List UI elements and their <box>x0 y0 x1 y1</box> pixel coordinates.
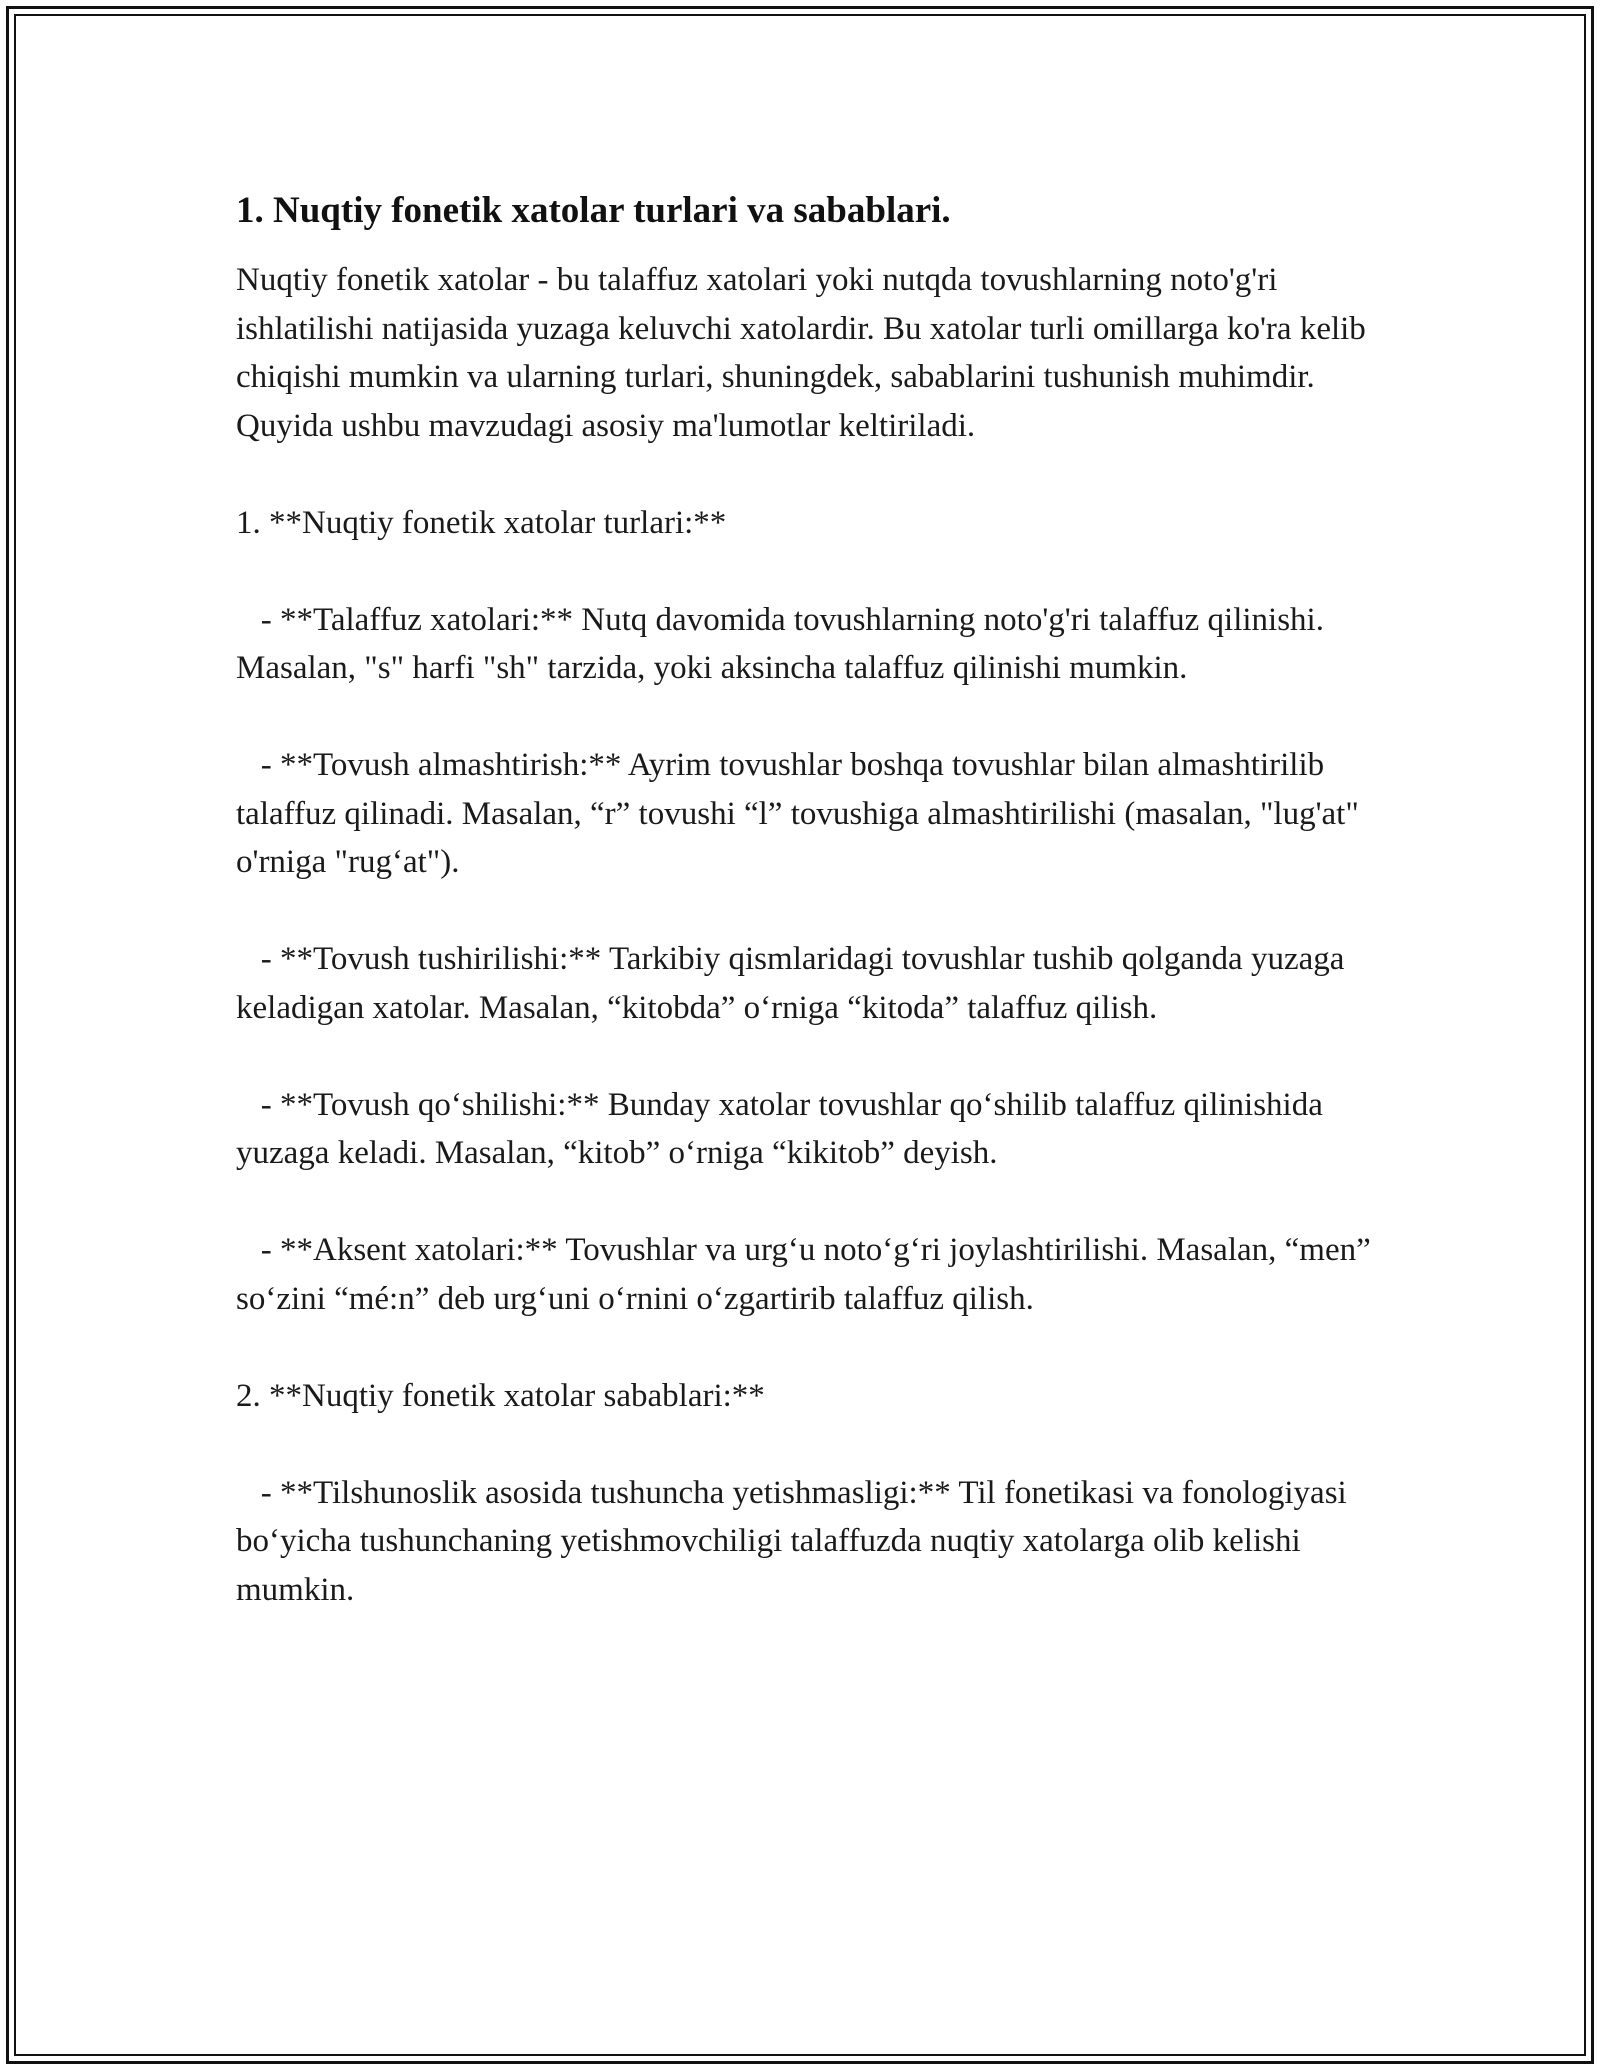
spacer <box>236 1420 1386 1469</box>
list-item-aksent: - **Aksent xatolari:** Tovushlar va urg‘u noto‘g‘ri joylashtirilishi. Masalan, “men” so‘zini “mé:n” deb urg‘uni o‘rnini o‘zgartirib talaffuz qilish. <box>236 1232 1379 1317</box>
spacer <box>236 887 1386 936</box>
spacer <box>236 1178 1386 1227</box>
intro-paragraph: Nuqtiy fonetik xatolar - bu talaffuz xatolari yoki nutqda tovushlarning noto'g'ri ishlatilishi natijasida yuzaga keluvchi xatolardir. Bu xatolar turli omillarga ko'ra kelib chiqishi mumkin va ularning turlari, shuningdek, sabablarini tushunish muhimdir. Quyida ushbu mavzudagi asosiy ma'lumotlar keltiriladi. <box>236 262 1375 444</box>
spacer <box>236 1032 1386 1081</box>
section-types-title: 1. **Nuqtiy fonetik xatolar turlari:** <box>236 504 727 541</box>
spacer <box>236 693 1386 742</box>
spacer <box>236 1323 1386 1372</box>
list-item-qoshilishi: - **Tovush qo‘shilishi:** Bunday xatolar tovushlar qo‘shilib talaffuz qilinishida yuzaga keladi. Masalan, “kitob” o‘rniga “kikitob” deyish. <box>236 1086 1332 1171</box>
document-body <box>236 188 1386 1614</box>
list-item-talaffuz: - **Talaffuz xatolari:** Nutq davomida tovushlarning noto'g'ri talaffuz qilinishi. Masalan, "s" harfi "sh" tarzida, yoki aksincha talaffuz qilinishi mumkin. <box>236 601 1333 686</box>
list-item-tilshunoslik: - **Tilshunoslik asosida tushuncha yetishmasligi:** Til fonetikasi va fonologiyasi bo‘yicha tushunchaning yetishmovchiligi talaffuzda nuqtiy xatolarga olib kelishi mumkin. <box>236 1474 1355 1608</box>
list-item-almashtirish: - **Tovush almashtirish:** Ayrim tovushlar boshqa tovushlar bilan almashtirilib talaffuz qilinadi. Masalan, “r” tovushi “l” tovushiga almashtirilishi (masalan, "lug'at" o'rniga "rug‘at"). <box>236 747 1368 880</box>
list-item-tushirilishi: - **Tovush tushirilishi:** Tarkibiy qismlaridagi tovushlar tushib qolganda yuzaga keladigan xatolar. Masalan, “kitobda” o‘rniga “kitoda” talaffuz qilish. <box>236 941 1353 1026</box>
document-heading: 1. Nuqtiy fonetik xatolar turlari va sabablari. <box>236 190 951 231</box>
section-causes-title: 2. **Nuqtiy fonetik xatolar sabablari:** <box>236 1377 765 1414</box>
spacer <box>236 450 1386 499</box>
spacer <box>236 547 1386 596</box>
